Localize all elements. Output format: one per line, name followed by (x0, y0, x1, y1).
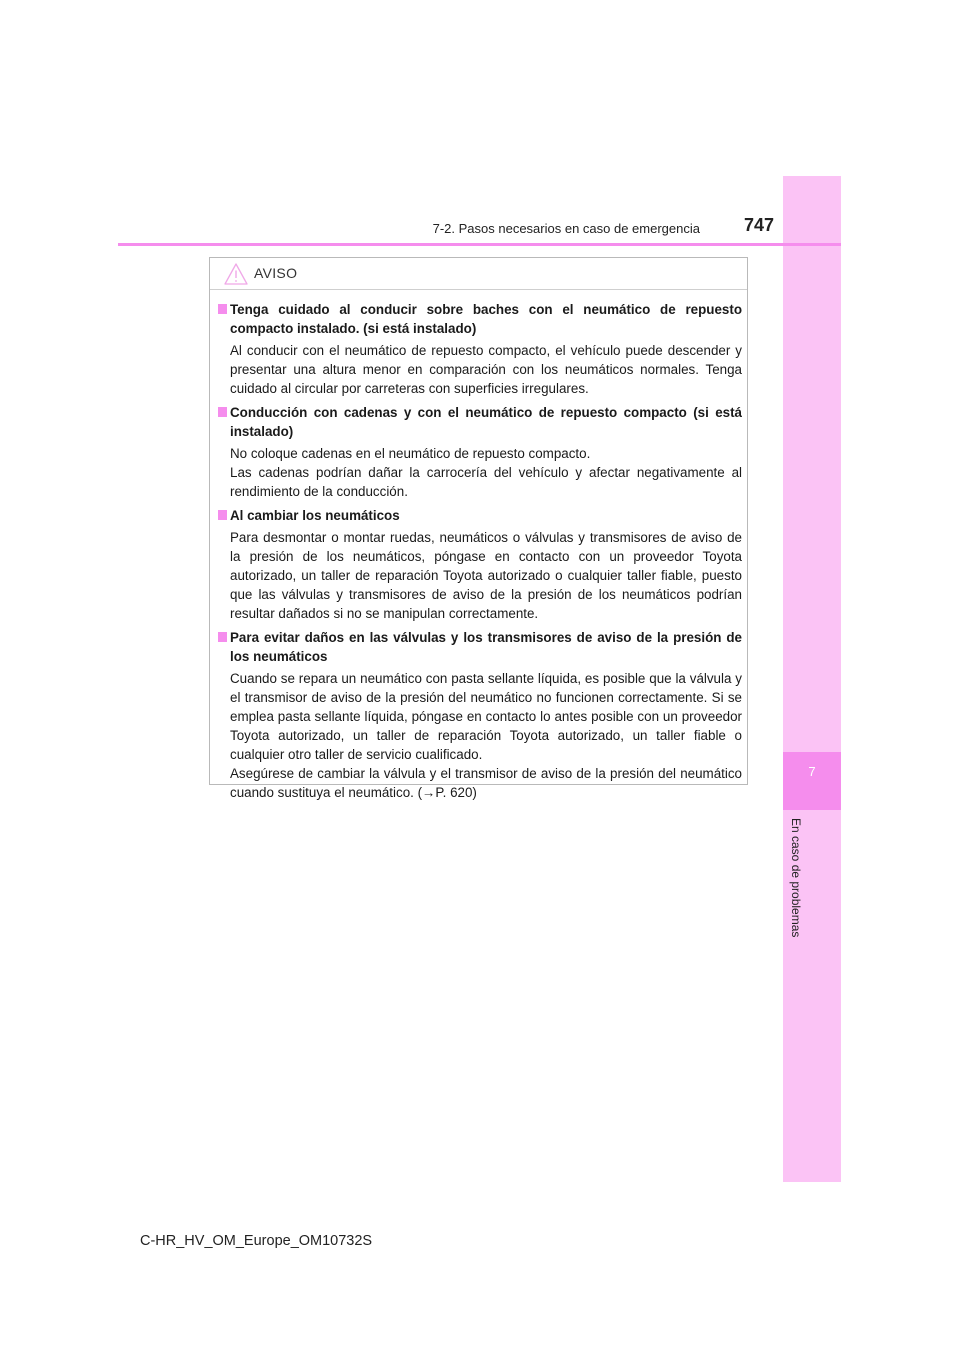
warning-box (209, 257, 748, 800)
paragraph: Para desmontar o montar ruedas, neumáticos o válvulas y transmisores de aviso de la presión de los neumáticos, póngase en contacto con un proveedor Toyota autorizado, un taller de reparación Toyota autorizado o cualquier taller fiable, puesto que las válvulas y transmisores de aviso de la presión de los neumáticos podrían resultar dañados si no se manipulan correctamente. (230, 530, 742, 621)
warning-item (218, 403, 742, 501)
square-bullet-icon (218, 407, 227, 417)
warning-item-text (218, 669, 742, 802)
square-bullet-icon (218, 510, 227, 520)
warning-triangle-icon (224, 263, 248, 285)
chapter-tab-active (783, 752, 841, 810)
warning-item-title: Tenga cuidado al conducir sobre baches con el neumático de repuesto compacto instalado. (si está instalado) (218, 300, 742, 338)
warning-item-title: Conducción con cadenas y con el neumático de repuesto compacto (si está instalado) (218, 403, 742, 441)
warning-item-text (218, 444, 742, 501)
paragraph: Al conducir con el neumático de repuesto compacto, el vehículo puede descender y presentar una altura menor en comparación con los neumáticos normales. Tenga cuidado al circular por carreteras con superficies irregulares. (230, 343, 742, 396)
square-bullet-icon (218, 304, 227, 314)
paragraph: No coloque cadenas en el neumático de repuesto compacto. (230, 446, 591, 461)
square-bullet-icon (218, 632, 227, 642)
chapter-side-tab (783, 176, 841, 1182)
paragraph: Las cadenas podrían dañar la carrocería del vehículo y afectar negativamente al rendimiento de la conducción. (230, 465, 742, 499)
warning-header (210, 258, 747, 290)
warning-item-title: Para evitar daños en las válvulas y los transmisores de aviso de la presión de los neumáticos (218, 628, 742, 666)
warning-label: AVISO (254, 265, 298, 281)
page-number: 747 (743, 215, 774, 235)
warning-item-text (218, 341, 742, 398)
warning-item (218, 506, 742, 623)
warning-item-text (218, 528, 742, 623)
warning-body (218, 300, 742, 807)
warning-item (218, 300, 742, 398)
document-code: C-HR_HV_OM_Europe_OM10732S (140, 1233, 373, 1249)
header-rule (118, 243, 841, 246)
paragraph: Cuando se repara un neumático con pasta sellante líquida, es posible que la válvula y el transmisor de aviso de la presión del neumático no funcionen correctamente. Si se emplea pasta sellante líquida, póngase en contacto lo antes posible con un proveedor Toyota autorizado, un taller de reparación Toyota autorizado, un taller fiable o cualquier otro taller de servicio cualificado. (230, 671, 742, 762)
warning-item-title: Al cambiar los neumáticos (218, 506, 742, 525)
chapter-title: En caso de problemas (789, 818, 803, 938)
chapter-number: 7 (808, 764, 816, 779)
section-title: 7-2. Pasos necesarios en caso de emergencia (432, 221, 700, 236)
warning-item (218, 628, 742, 802)
paragraph: Asegúrese de cambiar la válvula y el transmisor de aviso de la presión del neumático cuando sustituya el neumático. (→P. 620) (230, 766, 742, 800)
